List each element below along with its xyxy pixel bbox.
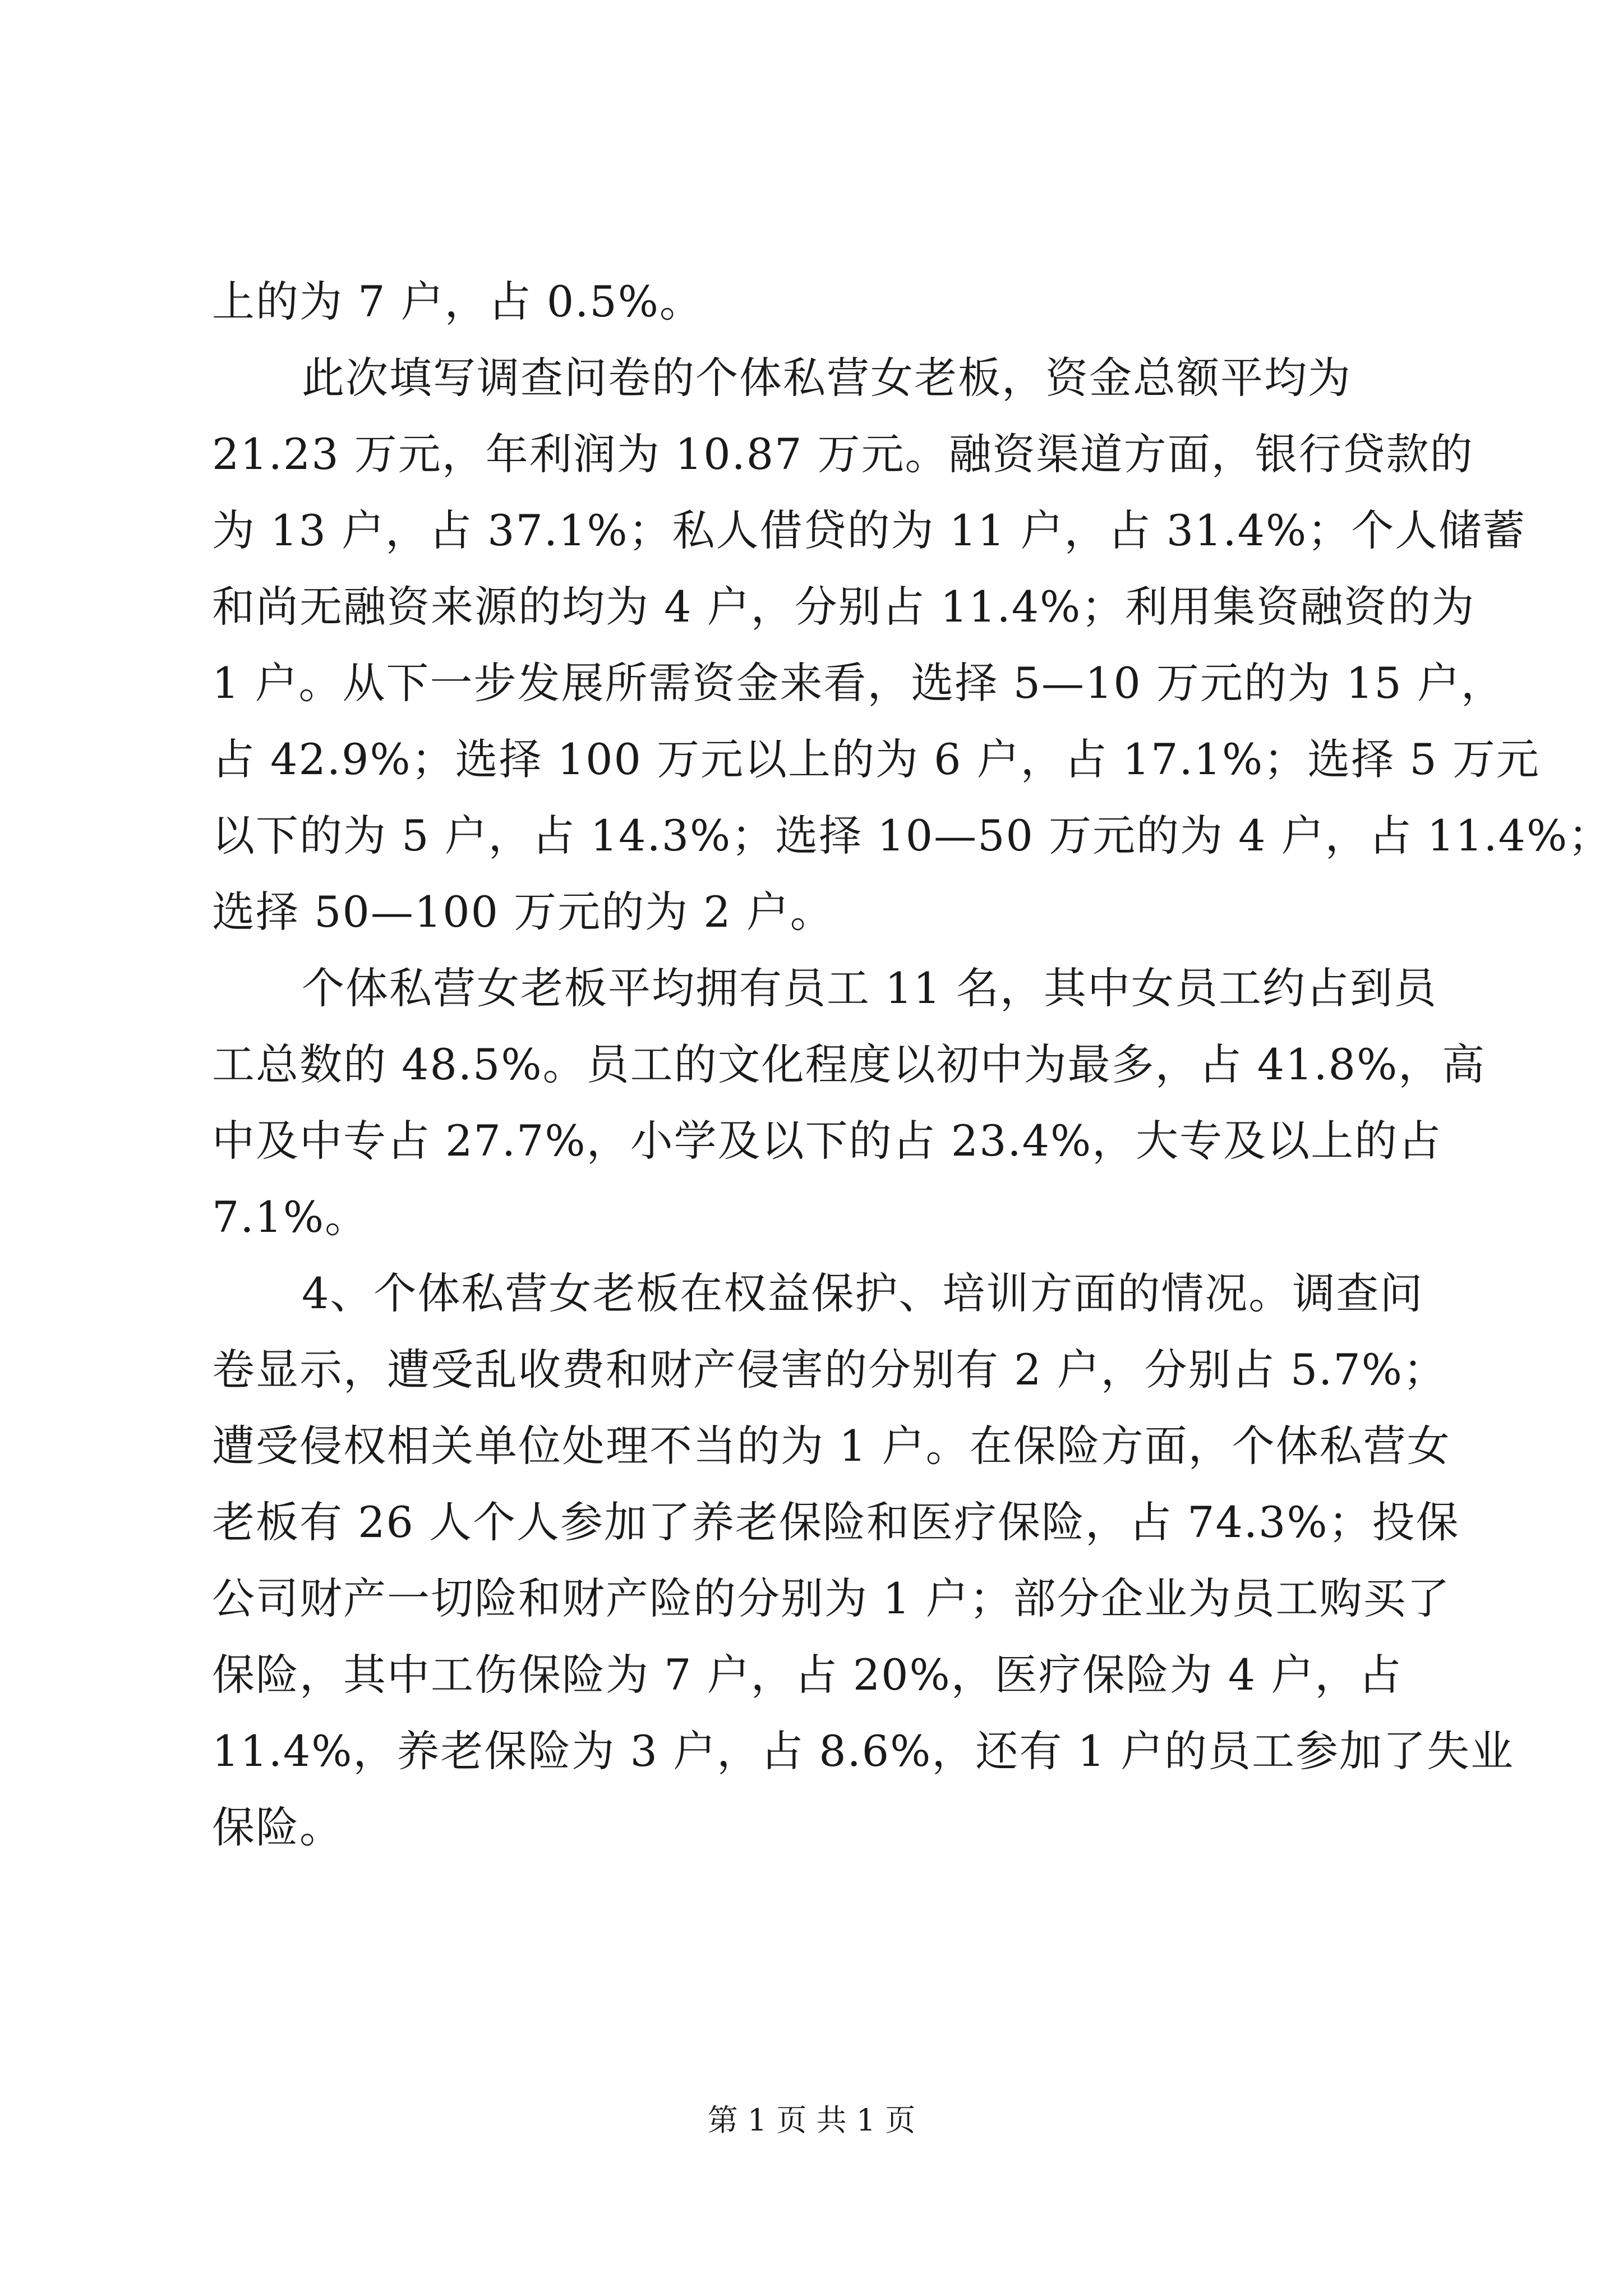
text-line: 保险，其中工伤保险为 7 户，占 20%，医疗保险为 4 户，占 — [212, 1650, 1403, 1700]
text-line: 和尚无融资来源的均为 4 户，分别占 11.4%；利用集资融资的为 — [212, 582, 1476, 632]
text-line: 此次填写调查问卷的个体私营女老板，资金总额平均为 — [302, 353, 1352, 403]
text-line: 4、个体私营女老板在权益保护、培训方面的情况。调查问 — [302, 1268, 1424, 1318]
text-line: 选择 50—100 万元的为 2 户。 — [212, 887, 834, 937]
text-line: 占 42.9%；选择 100 万元以上的为 6 户，占 17.1%；选择 5 万元 — [212, 734, 1540, 784]
text-line: 以下的为 5 户，占 14.3%；选择 10—50 万元的为 4 户，占 11.4%； — [212, 811, 1612, 861]
paragraph-4 — [212, 1255, 1515, 1866]
paragraph-1 — [212, 264, 1446, 340]
document-body — [212, 264, 1612, 1866]
paragraph-2 — [212, 340, 1612, 950]
text-line: 保险。 — [212, 1802, 343, 1852]
text-line: 遭受侵权相关单位处理不当的为 1 户。在保险方面，个体私营女 — [212, 1421, 1451, 1471]
page-number-footer: 第 1 页 共 1 页 — [707, 2102, 916, 2138]
text-line: 个体私营女老板平均拥有员工 11 名，其中女员工约占到员 — [302, 963, 1438, 1013]
text-line: 上的为 7 户，占 0.5%。 — [212, 277, 703, 326]
text-line: 11.4%，养老保险为 3 户，占 8.6%，还有 1 户的员工参加了失业 — [212, 1726, 1515, 1776]
text-line: 为 13 户，占 37.1%；私人借贷的为 11 户，占 31.4%；个人储蓄 — [212, 505, 1527, 555]
text-line: 公司财产一切险和财产险的分别为 1 户；部分企业为员工购买了 — [212, 1573, 1451, 1623]
text-line: 中及中专占 27.7%，小学及以下的占 23.4%，大专及以上的占 — [212, 1116, 1442, 1166]
text-line: 1 户。从下一步发展所需资金来看，选择 5—10 万元的为 15 户， — [212, 658, 1505, 708]
text-line: 老板有 26 人个人参加了养老保险和医疗保险，占 74.3%；投保 — [212, 1497, 1460, 1547]
text-line: 卷显示，遭受乱收费和财产侵害的分别有 2 户，分别占 5.7%； — [212, 1345, 1447, 1395]
text-line: 7.1%。 — [212, 1192, 369, 1242]
text-line: 21.23 万元，年利润为 10.87 万元。融资渠道方面，银行贷款的 — [212, 429, 1474, 479]
paragraph-3 — [212, 950, 1486, 1255]
text-line: 工总数的 48.5%。员工的文化程度以初中为最多，占 41.8%，高 — [212, 1039, 1486, 1089]
